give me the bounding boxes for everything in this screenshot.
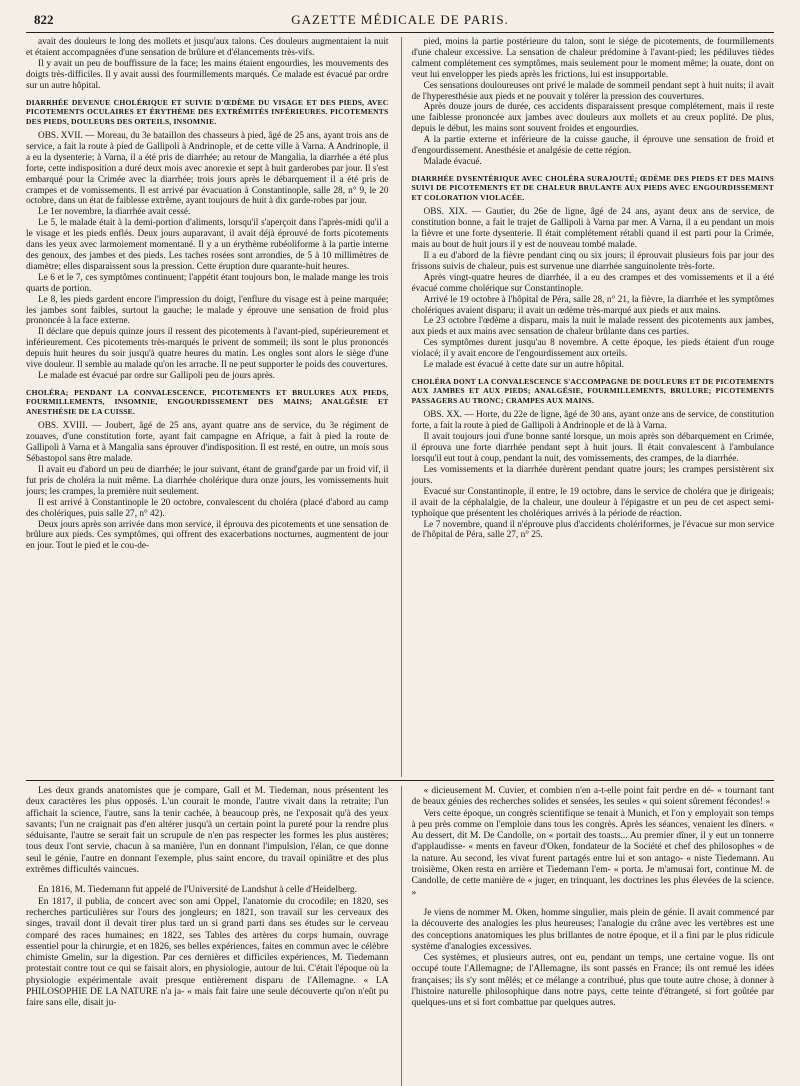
paragraph: Je viens de nommer M. Oken, homme singulier, mais plein de génie. Il avait commencé par la découverte des analogies les plus heureuses; l'analogie du crâne avec les vertèbres est une des conceptions anatomiques les plus brillantes de notre époque, et il a fini par le plus ridicule système d'analogies excessives. (411, 907, 774, 952)
paragraph: Il est arrivé à Constantinople le 20 octobre, convalescent du choléra (placé d'abord au camp des cholériques, puis salle 27, n° 42). (26, 497, 389, 519)
paragraph: Le 7 novembre, quand il n'éprouve plus d'accidents cholériformes, je l'évacue sur mon service de l'hôpital de Péra, salle 27, n° 25. (411, 519, 774, 541)
paragraph: Le 23 octobre l'œdème a disparu, mais la nuit le malade ressent des picotements aux jambes, aux pieds et aux mains avec sensation de chaleur brûlante dans ces parties. (411, 316, 774, 338)
paragraph: Le 1er novembre, la diarrhée avait cessé. (38, 207, 191, 218)
paragraph: Après douze jours de durée, ces accidents disparaissent presque complétement, mais il reste une faiblesse prononcée aux jambes avec douleurs aux mollets et au creux poplité. De plus, depuis le début, les mains sont souvent froides et engourdies. (411, 102, 774, 135)
section-heading: CHOLÉRA DONT LA CONVALESCENCE S'ACCOMPAGNE DE DOULEURS ET DE PICOTEMENTS AUX JAMBES ET AUX PIEDS; ANALGÉSIE, FOURMILLEMENTS, BRULURE; PICOTEMENTS PASSAGERS AU TRONC; CRAMPES AUX MAINS. (411, 376, 774, 405)
paragraph: Les deux grands anatomistes que je compare, Gall et M. Tiedeman, nous présentent les deux caractères les plus opposés. L'un courait le monde, l'autre vivait dans la retraite; l'un affichait la science, l'autre, sans la tenir cachée, à beaucoup près, ne l'exposait qu'à des yeux savants; l'un ne craignait pas d'en altérer jusqu'à un certain point la pureté pour la rendre plus séduisante, l'autre se serait fait un scrupule de n'en pas respecter les formes les plus austères; tous deux l'ont servie, chacun à sa manière, l'un en donnant l'impulsion, l'élan, ce que donne seul le génie, l'autre en donnant l'exemple, plus saint encore, du travail opiniâtre et des plus extrêmes difficultés vaincues. (26, 786, 389, 876)
section-heading: CHOLÉRA; PENDANT LA CONVALESCENCE, PICOTEMENTS ET BRULURES AUX PIEDS, FOURMILLEMENTS, INSOMNIE, ENGOURDISSEMENT DES MAINS; ANALGÉSIE ET ANESTHÉSIE DE LA CUISSE. (26, 387, 389, 416)
paragraph: Ces systèmes, et plusieurs autres, ont eu, pendant un temps, une certaine vogue. Ils ont occupé toute l'Allemagne; de l'Allemagne, ils sont passés en France; ils ont remué les idées françaises; ils s'y sont mêlés; et ce mélange a contribué, plus que toute autre chose, à donner à l'histoire naturelle philosophique dans notre pays, cette teinte d'étrangeté, si fort goûtée par quelques-uns et si fort combattue par quelques autres. (411, 953, 774, 1009)
paragraph: Il déclare que depuis quinze jours il ressent des picotements à l'avant-pied, supérieurement et inférieurement. Ces picotements très-marqués le privent de sommeil; ils sont le plus prononcés depuis huit heures du soir jusqu'à quatre heures du matin. Les ongles sont alors le siège d'une vive douleur. Il semble au malade qu'on les arrache. Il ne peut supporter le poids des couvertures. (26, 327, 389, 371)
paragraph-gap (412, 899, 775, 908)
paragraph: avait des douleurs le long des mollets et jusqu'aux talons. Ces douleurs augmentaient la nuit et étaient accompagnées d'une sensation de brûlure et d'élancements très-vifs. (26, 37, 389, 58)
page-number: 822 (34, 12, 54, 27)
paragraph: Arrivé le 19 octobre à l'hôpital de Péra, salle 28, n° 21, la fièvre, la diarrhée et les symptômes cholériques avaient disparu; il avait un œdème très-marqué aux pieds et aux mains. (411, 294, 774, 316)
paragraph: « dicieusement M. Cuvier, et combien n'en a-t-elle point fait perdre en dé- « tournant tant de beaux génies des recherches solides et sensées, les seules « qui soient sûrement fécondes! » (411, 786, 774, 808)
paragraph: Malade évacué. (423, 156, 482, 167)
paragraph: Ces symptômes durent jusqu'au 8 novembre. A cette époque, les pieds étaient d'un rouge violacé; il y avait encore de l'engourdissement aux orteils. (411, 338, 774, 360)
paragraph: Le 6 et le 7, ces symptômes continuent; l'appétit étant toujours bon, le malade mange les trois quarts de portion. (26, 272, 389, 294)
paragraph: Il avait toujours joui d'une bonne santé lorsque, un mois après son débarquement en Crimée, il éprouva une forte diarrhée pendant sept à huit jours. Il était convalescent à l'ambulance lorsqu'il eut tout à coup, pendant la nuit, des vomissements, des crampes, de la diarrhée. (411, 432, 774, 465)
paragraph: OBS. XVII. — Moreau, du 3e bataillon des chasseurs à pied, âgé de 25 ans, ayant trois ans de service, a fait la route à pied de Gallipoli à Andrinople, et de cette ville à Varna. A Andrinople, il a eu la dysenterie; à Varna, il a été pris de diarrhée; au retour de Mangalia, la diarrhée a été plus forte, cette indisposition a duré deux mois avec anorexie et sept à huit garderobes par jour. Il s'est embarqué pour la Crimée avec la diarrhée; trois jours après le débarquement il a été pris de crampes et de vomissements. Il est arrivé par évacuation à Constantinople, salle 28, n° 9, le 20 octobre, dans un état de faiblesse extrême, ayant toujours de huit à dix garde-robes par jour. (26, 131, 389, 207)
paragraph: En 1816, M. Tiedemann fut appelé de l'Université de Landshut à celle d'Heidelberg. (38, 885, 358, 896)
paragraph: Après vingt-quatre heures de diarrhée, il a eu des crampes et des vomissements et il a été évacué comme cholérique sur Constantinople. (411, 272, 774, 294)
paragraph: OBS. XX. — Horte, du 22e de ligne, âgé de 30 ans, ayant onze ans de service, de constitution forte, a fait la route à pied de Gallipoli à Andrinople et de là à Varna. (411, 410, 774, 432)
paragraph: Les vomissements et la diarrhée durèrent pendant quatre jours; les crampes persistèrent six jours. (411, 465, 774, 486)
paragraph: Il avait eu d'abord un peu de diarrhée; le jour suivant, étant de grand'garde par un froid vif, il fut pris de choléra la nuit même. La diarrhée cholérique dura onze jours, les vomissements huit jours; les crampes, la première nuit seulement. (26, 465, 389, 497)
paragraph: Ces sensations douloureuses ont privé le malade de sommeil pendant sept à huit nuits; il avait de l'hyperesthésie aux pieds et ne pouvait y tolérer la pression des couvertures. (411, 80, 774, 102)
page-header (26, 10, 774, 33)
bottom-right-column (401, 786, 775, 1086)
paragraph: Il y avait un peu de bouffissure de la face; les mains étaient engourdies, les mouvements des doigts très-difficiles. Il y avait aussi des fourmillements marqués. Ce malade est évacué par ordre sur un autre hôpital. (26, 58, 389, 91)
paragraph: Il a eu d'abord de la fièvre pendant cinq ou six jours; il éprouvait plusieurs fois par jour des frissons suivis de chaleur, puis est survenue une diarrhée sanguinolente très-forte. (411, 251, 774, 272)
paragraph: pied, moins la partie postérieure du talon, sont le siége de picotements, de fourmillements d'une chaleur excessive. La sensation de chaleur prédomine à l'avant-pied; les pédiluves tièdes calment complétement ces symptômes, mais seulement pour le moment même; la ouate, dont on veut lui envelopper les pieds après les frictions, lui est insupportable. (411, 37, 774, 80)
section-heading: DIARRHÉE DEVENUE CHOLÉRIQUE ET SUIVIE D'ŒDÈME DU VISAGE ET DES PIEDS, AVEC PICOTEMENTS OCULAIRES ET ÉRYTHÈME DES EXTRÉMITÉS INFÉRIEURES. PICOTEMENTS DES PIEDS, DOULEURS DES ORTEILS, INSOMNIE. (26, 97, 389, 126)
paragraph: Deux jours après son arrivée dans mon service, il éprouva des picotements et une sensation de brûlure aux pieds. Ces symptômes, qui offrent des exacerbations nocturnes, augmentent de jour en jour. Tout le pied et le cou-de- (26, 519, 389, 552)
top-left-column (26, 37, 389, 777)
paragraph: OBS. XIX. — Gautier, du 26e de ligne, âgé de 24 ans, ayant deux ans de service, de constitution bonne, a fait le trajet de Gallipoli à Varna par mer. A Varna, il a eu pendant un mois la fièvre et une forte dysenterie. Il était complétement rétabli quand il est parti pour la Crimée, mais au bout de huit jours il y est de nouveau tombé malade. (411, 207, 774, 251)
bottom-left-column (26, 786, 389, 1086)
feuilleton-section (26, 781, 774, 1086)
top-section (26, 33, 774, 777)
paragraph: Vers cette époque, un congrès scientifique se tenait à Munich, et l'on y employait son temps à peu près comme on l'emploie dans tous les congrès. Après les séances, venaient les dîners. « Au dessert, dit M. De Candolle, on « portait des toasts... Au premier dîner, il y eut un tonnerre d'applaudisse- « ments en faveur d'Oken, fondateur de la Société et chef des philosophes « de la nature. Au second, les vivat furent partagés entre lui et son antago- « niste Tiedemann. Au troisième, Oken resta en arrière et Tiedemann l'em- « porta. Je m'amusai fort, continue M. de Candolle, de cette manière de « juger, en trinquant, les doctrines les plus élevées de la science. » (411, 808, 774, 898)
section-heading: DIARRHÉE DYSENTÉRIQUE AVEC CHOLÉRA SURAJOUTÉ; ŒDÈME DES PIEDS ET DES MAINS SUIVI DE PICOTEMENTS ET DE CHALEUR BRULANTE AUX PIEDS AVEC ENGOURDISSEMENT ET COLORATION VIOLACÉE. (411, 173, 774, 202)
paragraph: Evacué sur Constantinople, il entre, le 19 octobre, dans le service de choléra que je dirigeais; il avait de la céphalalgie, de la chaleur, une douleur à l'épigastre et un peu de cet aspect semi-typhoïque que présentent les cholériques arrivés à la période de réaction. (411, 486, 774, 519)
paragraph: En 1817, il publia, de concert avec son ami Oppel, l'anatomie du crocodile; en 1820, ses recherches particulières sur l'ours des jongleurs; en 1821, son travail sur les cerveaux des singes, travail dont il devait tirer plus tard un si grand parti dans ses études sur le cerveau comparé des races humaines; en 1822, ses Tables des artères du corps humain, ouvrage essentiel pour la chirurgie, et en 1826, ses belles expériences, faites en commun avec le célèbre chimiste Gmelin, sur la digestion. Par ces dernières et difficiles expériences, M. Tiedemann protestait contre tout ce qui se faisait alors, en physiologie, autour de lui. C'était l'époque où la physiologie expérimentale avait presque entièrement disparu de l'Allemagne. « LA PHILOSOPHIE DE LA NATURE n'a ja- « mais fait faire une seule découverte qu'on n'eût pu faire sans elle, disait ju- (26, 896, 389, 1009)
paragraph: Le 8, les pieds gardent encore l'impression du doigt, l'enflure du visage est à peine marquée; les jambes sont faibles, surtout la gauche; le malade y éprouve une sensation de froid plus prononcée à la face externe. (26, 294, 389, 327)
paragraph: Le malade est évacué par ordre sur Gallipoli peu de jours après. (38, 370, 275, 381)
paragraph: OBS. XVIII. — Joubert, âgé de 25 ans, ayant quatre ans de service, du 3e régiment de zouaves, d'une constitution forte, ayant fait campagne en Afrique, a fait à pied la route de Gallipoli à Varna et à Mangalia sans éprouver d'indisposition. Il est resté, en outre, un mois sous Sébastopol sans être malade. (26, 421, 389, 465)
paragraph: Le 5, le malade était à la demi-portion d'aliments, lorsqu'il s'aperçoit dans l'après-midi qu'il a le visage et les pieds enflés. Deux jours auparavant, il avait déjà éprouvé de forts picotements dans les yeux avec larmoiement momentané. Il y a un érythème rubéoliforme à la partie interne des genoux, des jambes et des pieds. Les taches rosées sont arrondies, de 5 à 10 millimètres de diamètre; elles disparaissent sous la pression. Cette éruption dure quarante-huit heures. (26, 218, 389, 272)
journal-title: GAZETTE MÉDICALE DE PARIS. (291, 12, 509, 27)
paragraph: A la partie externe et inférieure de la cuisse gauche, il éprouve une sensation de froid et d'engourdissement. Anesthésie et analgésie de cette région. (411, 135, 774, 157)
paragraph: Le malade est évacué à cette date sur un autre hôpital. (423, 360, 625, 371)
top-right-column (401, 37, 775, 777)
